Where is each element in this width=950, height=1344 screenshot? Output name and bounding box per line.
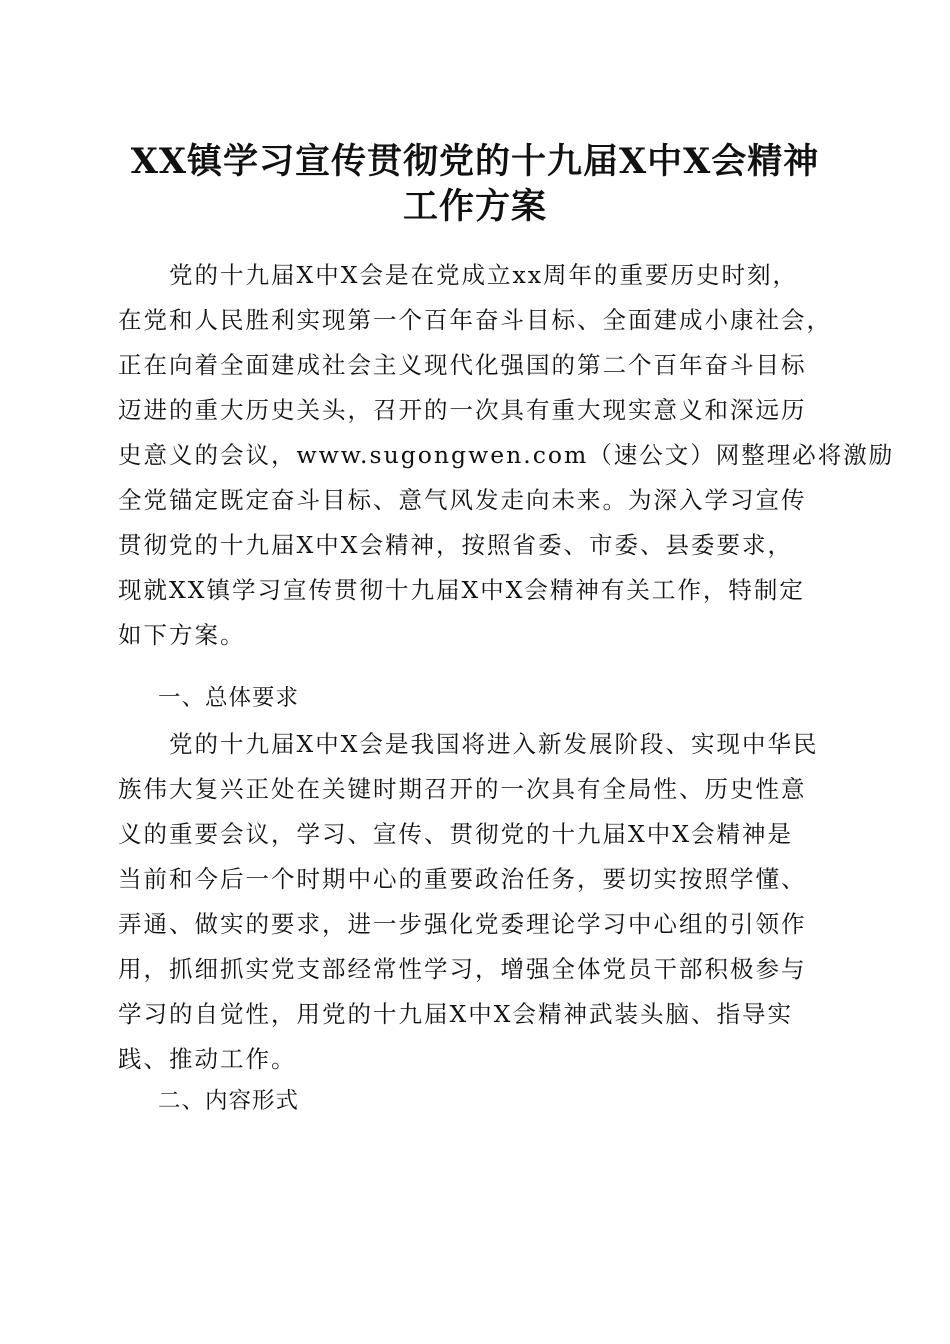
paragraph-line: 全党锚定既定奋斗目标、意气风发走向未来。为深入学习宣传: [118, 486, 807, 514]
paragraph-line: 用，抓细抓实党支部经常性学习，增强全体党员干部积极参与: [118, 955, 807, 983]
paragraph-line: 当前和今后一个时期中心的重要政治任务，要切实按照学懂、: [118, 865, 807, 893]
paragraph-line: 史意义的会议，www.sugongwen.com（速公文）网整理必将激励: [118, 441, 895, 469]
section-1-paragraph: [118, 722, 838, 1082]
document-title-line-2: 工作方案: [402, 186, 547, 227]
section-heading-general-requirements: 一、总体要求: [158, 685, 300, 711]
intro-paragraph: [118, 253, 895, 658]
paragraph-line: 党的十九届X中X会是我国将进入新发展阶段、实现中华民: [118, 730, 819, 758]
document-title-line-1: XX镇学习宣传贯彻党的十九届X中X会精神: [130, 141, 820, 182]
paragraph-line: 义的重要会议，学习、宣传、贯彻党的十九届X中X会精神是: [118, 820, 793, 848]
paragraph-line: 弄通、做实的要求，进一步强化党委理论学习中心组的引领作: [118, 910, 807, 938]
paragraph-line: 如下方案。: [118, 621, 246, 649]
paragraph-line: 践、推动工作。: [118, 1045, 297, 1073]
paragraph-line: 学习的自觉性，用党的十九届X中X会精神武装头脑、指导实: [118, 1000, 793, 1028]
paragraph-line: 在党和人民胜利实现第一个百年奋斗目标、全面建成小康社会，: [118, 306, 832, 334]
paragraph-line: 贯彻党的十九届X中X会精神，按照省委、市委、县委要求，: [118, 531, 793, 559]
paragraph-line: 迈进的重大历史关头，召开的一次具有重大现实意义和深远历: [118, 396, 807, 424]
paragraph-line: 党的十九届X中X会是在党成立xx周年的重要历史时刻，: [118, 261, 798, 289]
paragraph-line: 正在向着全面建成社会主义现代化强国的第二个百年奋斗目标: [118, 351, 807, 379]
paragraph-line: 现就XX镇学习宣传贯彻十九届X中X会精神有关工作，特制定: [118, 576, 805, 604]
paragraph-line: 族伟大复兴正处在关键时期召开的一次具有全局性、历史性意: [118, 775, 807, 803]
section-heading-content-form: 二、内容形式: [158, 1088, 300, 1114]
